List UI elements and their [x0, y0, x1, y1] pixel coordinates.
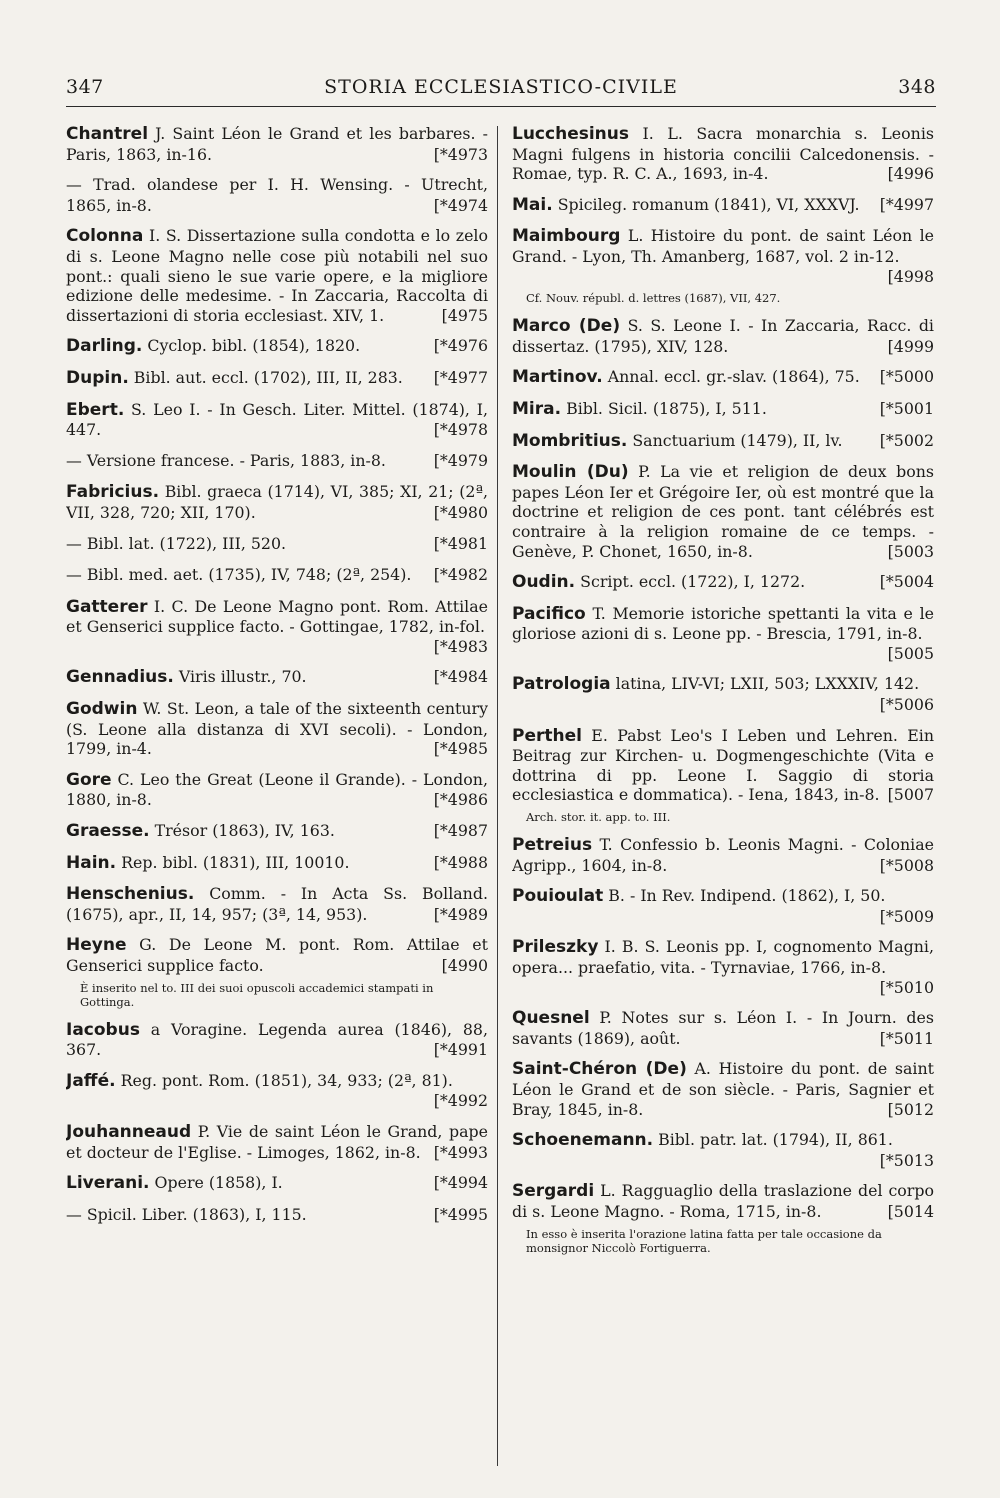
entry-text: Bibl. patr. lat. (1794), II, 861. — [653, 1130, 893, 1150]
entry-text: T. Memorie istoriche spettanti la vita e le gloriose azioni di s. Leone pp. - Brescia, 1791, in-8. — [512, 603, 934, 644]
entry-text: A. Histoire du pont. de saint Léon le Grand et de son siècle. - Paris, Sagnier et Bray, 1845, in-8. — [512, 1059, 934, 1119]
entry-number: [*4982 — [433, 565, 488, 585]
entry-text: Rep. bibl. (1831), III, 10010. — [116, 852, 350, 872]
bibliography-entry — [512, 886, 934, 926]
entry-note: Cf. Nouv. républ. d. lettres (1687), VII, 427. — [526, 291, 781, 306]
bibliography-entry — [512, 462, 934, 561]
entry-author: Mira. — [512, 398, 562, 419]
column-divider — [497, 126, 498, 1466]
bibliography-entry — [66, 1122, 488, 1162]
entry-author: Graesse. — [66, 821, 150, 842]
bibliography-entry — [66, 1205, 488, 1226]
bibliography-entry — [66, 1020, 488, 1060]
entry-author: Gatterer — [66, 596, 148, 617]
entry-number: [5014 — [887, 1201, 934, 1221]
entry-number: [*4974 — [433, 195, 488, 215]
entry-number: [*5006 — [879, 695, 934, 715]
entry-text: T. Confessio b. Leonis Magni. - Coloniae Agripp., 1604, in-8. — [512, 835, 934, 875]
entry-author: Iacobus — [66, 1019, 140, 1040]
entry-number: [*4995 — [433, 1204, 488, 1224]
entry-text: Trésor (1863), IV, 163. — [149, 821, 335, 841]
bibliography-entry — [66, 565, 488, 586]
entry-number: [*4983 — [433, 636, 488, 656]
bibliography-entry — [512, 937, 934, 997]
entry-text: Opere (1858), I. — [149, 1173, 283, 1193]
entry-note: È inserito nel to. III dei suoi opuscoli accademici stampati in Gottinga. — [80, 980, 434, 1009]
entry-author: Martinov. — [512, 367, 603, 388]
bibliography-entry — [66, 368, 488, 389]
bibliography-entry — [66, 336, 488, 357]
entry-text: G. De Leone M. pont. Rom. Attilae et Genserici supplice facto. — [66, 935, 488, 975]
bibliography-entry — [66, 534, 488, 555]
entry-author: Perthel — [512, 725, 582, 746]
bibliography-entry — [66, 884, 488, 924]
entry-number: [*4987 — [433, 821, 488, 841]
entry-text: I. S. Dissertazione sulla condotta e lo zelo di s. Leone Magno nelle cose più notabili nel suo pont.: quali sieno le sue varie opere, e la migliore edizione delle medesime. - In Zaccaria, Raccolta di dissertazioni di storia ecclesiast. XIV, 1. — [66, 226, 488, 325]
entry-number: [*4991 — [433, 1040, 488, 1060]
entry-author: Ebert. — [66, 399, 125, 420]
bibliography-entry — [512, 604, 934, 664]
entry-text: P. Vie de saint Léon le Grand, pape et docteur de l'Eglise. - Limoges, 1862, in-8. — [66, 1121, 488, 1162]
entry-number: [*5002 — [879, 430, 934, 450]
entry-text: — Bibl. lat. (1722), III, 520. — [66, 533, 287, 553]
entry-text: Cyclop. bibl. (1854), 1820. — [142, 336, 361, 356]
entry-text: L. Histoire du pont. de saint Léon le Grand. - Lyon, Th. Amanberg, 1687, vol. 2 in-12. — [512, 226, 934, 266]
bibliography-entry — [66, 770, 488, 810]
bibliography-entry — [66, 124, 488, 164]
entry-text: Bibl. graeca (1714), VI, 385; XI, 21; (2ª, VII, 328, 720; XII, 170). — [66, 482, 488, 522]
bibliography-entry — [512, 572, 934, 593]
entry-text: Bibl. aut. eccl. (1702), III, II, 283. — [128, 367, 403, 387]
bibliography-entry — [66, 175, 488, 215]
entry-text: S. Leo I. - In Gesch. Liter. Mittel. (1874), I, 447. — [66, 399, 488, 440]
entry-number: [*4984 — [433, 667, 488, 687]
bibliography-entry — [66, 451, 488, 472]
bibliography-entry — [66, 667, 488, 688]
entry-text: Reg. pont. Rom. (1851), 34, 933; (2ª, 81). — [115, 1070, 453, 1090]
entry-number: [4998 — [887, 266, 934, 286]
entry-number: [*4992 — [433, 1091, 488, 1111]
entry-text: Script. eccl. (1722), I, 1272. — [575, 572, 806, 592]
entry-author: Quesnel — [512, 1008, 590, 1029]
entry-text: Annal. eccl. gr.-slav. (1864), 75. — [602, 367, 860, 387]
entry-text: I. L. Sacra monarchia s. Leonis Magni fulgens in historia concilii Calcedonensis. - Romae, typ. R. C. A., 1693, in-4. — [512, 124, 934, 184]
entry-number: [*4985 — [433, 739, 488, 759]
bibliography-entry — [66, 226, 488, 325]
bibliography-entry — [512, 1008, 934, 1048]
entry-number: [*4979 — [433, 450, 488, 470]
bibliography-entry — [66, 699, 488, 759]
bibliography-entry — [512, 1130, 934, 1170]
entry-author: Chantrel — [66, 124, 149, 144]
entry-author: Fabricius. — [66, 482, 160, 503]
entry-author: Moulin (Du) — [512, 462, 629, 483]
entry-number: [*4973 — [433, 144, 488, 164]
entry-author: Mombritius. — [512, 430, 628, 451]
bibliography-entry — [66, 482, 488, 522]
entry-text: Spicileg. romanum (1841), VI, XXXVJ. — [552, 194, 860, 214]
entry-text: — Trad. olandese per I. H. Wensing. - Utrecht, 1865, in-8. — [66, 175, 488, 215]
entry-number: [*4997 — [879, 194, 934, 214]
entry-text: S. S. Leone I. - In Zaccaria, Racc. di dissertaz. (1795), XIV, 128. — [512, 316, 934, 356]
bibliography-entry — [66, 597, 488, 657]
entry-number: [*5009 — [879, 906, 934, 926]
entry-number: [*4980 — [433, 502, 488, 522]
entry-author: Pouioulat — [512, 886, 604, 907]
entry-number: [*5010 — [879, 977, 934, 997]
running-title: STORIA ECCLESIASTICO-CIVILE — [324, 76, 678, 98]
bibliography-entry — [66, 400, 488, 440]
entry-number: [*4981 — [433, 533, 488, 553]
page-number-right: 348 — [898, 76, 936, 98]
entry-author: Darling. — [66, 336, 143, 357]
bibliography-entry — [512, 195, 934, 216]
bibliography-entry — [512, 367, 934, 388]
entry-author: Dupin. — [66, 367, 129, 388]
entry-author: Henschenius. — [66, 884, 195, 905]
bibliography-entry — [512, 726, 934, 805]
entry-number: [*4994 — [433, 1173, 488, 1193]
entry-author: Jouhanneaud — [66, 1121, 192, 1142]
entry-author: Gore — [66, 769, 112, 790]
entry-author: Saint-Chéron (De) — [512, 1059, 687, 1080]
entry-author: Maimbourg — [512, 226, 621, 247]
entry-number: [*4976 — [433, 336, 488, 356]
entry-text: I. B. S. Leonis pp. I, cognomento Magni, opera... praefatio, vita. - Tyrnaviae, 1766, in-8. — [512, 937, 934, 977]
left-column — [66, 124, 488, 1484]
entry-author: Liverani. — [66, 1173, 150, 1194]
right-column — [512, 124, 934, 1484]
entry-note: In esso è inserita l'orazione latina fatta per tale occasione da monsignor Niccolò Fortiguerra. — [526, 1226, 882, 1255]
entry-number: [4996 — [887, 164, 934, 184]
bibliography-entry — [512, 124, 934, 184]
entry-author: Pacifico — [512, 603, 586, 624]
bibliography-entry — [66, 935, 488, 975]
entry-text: C. Leo the Great (Leone il Grande). - London, 1880, in-8. — [66, 769, 488, 810]
entry-text: Sanctuarium (1479), II, lv. — [627, 430, 843, 450]
entry-number: [*5008 — [879, 855, 934, 875]
entry-author: Sergardi — [512, 1181, 595, 1202]
bibliography-entry — [512, 226, 934, 286]
entry-number: [*4988 — [433, 852, 488, 872]
entry-author: Hain. — [66, 852, 117, 873]
bibliography-entry — [512, 431, 934, 452]
entry-number: [*4986 — [433, 790, 488, 810]
entry-text: E. Pabst Leo's I Leben und Lehren. Ein Beitrag zur Kirchen- u. Dogmengeschichte (Vita e dottrina di pp. Leone I. Saggio di storia ecclesiastica e dommatica). - Iena, 1843, in-8. — [512, 725, 934, 805]
entry-text: B. - In Rev. Indipend. (1862), I, 50. — [603, 886, 886, 906]
entry-number: [4975 — [441, 305, 488, 325]
entry-number: [*5011 — [879, 1028, 934, 1048]
entry-text: P. La vie et religion de deux bons papes Léon Ier et Grégoire Ier, où est montré que la doctrine et religion de ces pont. tant célébrés est contraire à la religion romaine de ce temps. - Genève, P. Chonet, 1650, in-8. — [512, 462, 934, 561]
bibliography-entry — [66, 821, 488, 842]
entry-text: Bibl. Sicil. (1875), I, 511. — [561, 398, 767, 418]
entry-author: Schoenemann. — [512, 1130, 654, 1151]
entry-text: J. Saint Léon le Grand et les barbares. - Paris, 1863, in-16. — [66, 124, 488, 164]
running-header — [66, 76, 936, 106]
entry-text: — Versione francese. - Paris, 1883, in-8. — [66, 450, 386, 470]
entry-text: — Spicil. Liber. (1863), I, 115. — [66, 1204, 307, 1224]
entry-number: [5003 — [887, 541, 934, 561]
entry-number: [4990 — [441, 956, 488, 975]
entry-author: Gennadius. — [66, 667, 174, 688]
entry-author: Petreius — [512, 835, 593, 856]
entry-text: latina, LIV-VI; LXII, 503; LXXXIV, 142. — [610, 674, 920, 694]
entry-author: Godwin — [66, 699, 138, 720]
entry-text: a Voragine. Legenda aurea (1846), 88, 367. — [66, 1019, 488, 1060]
bibliography-entry — [66, 853, 488, 874]
entry-number: [4999 — [887, 336, 934, 356]
bibliography-entry — [66, 1071, 488, 1111]
entry-text: — Bibl. med. aet. (1735), IV, 748; (2ª, 254). — [66, 565, 412, 585]
entry-text: I. C. De Leone Magno pont. Rom. Attilae et Genserici supplice facto. - Gottingae, 1782, in-fol. — [66, 596, 488, 637]
entry-number: [*5000 — [879, 367, 934, 387]
bibliography-entry — [512, 835, 934, 875]
entry-author: Patrologia — [512, 674, 611, 695]
entry-number: [*4978 — [433, 420, 488, 440]
entry-number: [5012 — [887, 1099, 934, 1119]
entry-number: [*4993 — [433, 1142, 488, 1162]
bibliography-entry — [66, 1173, 488, 1194]
entry-author: Heyne — [66, 935, 127, 956]
entry-number: [*4977 — [433, 367, 488, 387]
entry-author: Marco (De) — [512, 316, 621, 337]
entry-number: [5005 — [887, 643, 934, 663]
entry-number: [*5013 — [879, 1150, 934, 1170]
entry-number: [5007 — [887, 785, 934, 805]
entry-author: Lucchesinus — [512, 124, 629, 144]
entry-note: Arch. stor. it. app. to. III. — [526, 810, 671, 825]
header-rule — [66, 106, 936, 107]
bibliography-entry — [512, 1059, 934, 1119]
entry-author: Prileszky — [512, 937, 599, 958]
page-number-left: 347 — [66, 76, 104, 98]
entry-author: Jaffé. — [66, 1070, 116, 1091]
entry-author: Oudin. — [512, 572, 576, 593]
entry-text: W. St. Leon, a tale of the sixteenth century (S. Leone alla distanza di XVI secoli). - London, 1799, in-4. — [66, 699, 488, 759]
entry-author: Colonna — [66, 226, 144, 247]
bibliography-entry — [512, 316, 934, 356]
entry-number: [*5001 — [879, 398, 934, 418]
entry-number: [*4989 — [433, 904, 488, 924]
entry-text: Viris illustr., 70. — [173, 667, 307, 687]
entry-text: P. Notes sur s. Léon I. - In Journ. des savants (1869), août. — [512, 1008, 934, 1048]
entry-author: Mai. — [512, 194, 553, 215]
bibliography-entry — [512, 399, 934, 420]
bibliography-entry — [512, 1181, 934, 1221]
entry-text: L. Ragguaglio della traslazione del corpo di s. Leone Magno. - Roma, 1715, in-8. — [512, 1181, 934, 1221]
entry-number: [*5004 — [879, 572, 934, 592]
entry-text: Comm. - In Acta Ss. Bolland. (1675), apr., II, 14, 957; (3ª, 14, 953). — [66, 884, 488, 924]
bibliography-entry — [512, 674, 934, 714]
